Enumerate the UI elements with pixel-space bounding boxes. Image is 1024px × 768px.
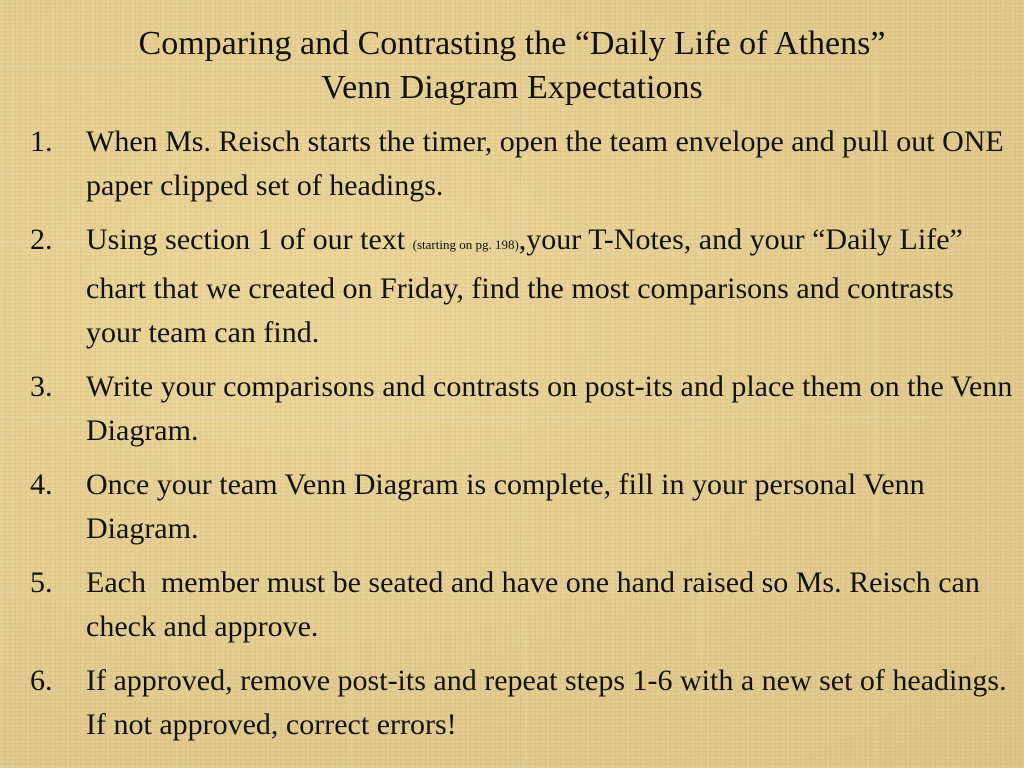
step-text: When Ms. Reisch starts the timer, open the team envelope and pull out ONE paper clipped set of headings. xyxy=(86,125,1004,202)
page-reference: (starting on pg. 198) xyxy=(412,237,519,252)
step-3 xyxy=(30,365,1015,453)
step-4 xyxy=(30,463,1015,551)
step-text: Once your team Venn Diagram is complete, fill in your personal Venn Diagram. xyxy=(86,468,925,545)
step-text: Write your comparisons and contrasts on post-its and place them on the Venn Diagram. xyxy=(86,370,1013,447)
step-text-after: ,your T-Notes, and your “Daily Life” chart that we created on Friday, find the most comparisons and contrasts your team can find. xyxy=(86,223,963,349)
title-line-1: Comparing and Contrasting the “Daily Life of Athens” xyxy=(138,25,886,62)
step-text xyxy=(86,223,963,349)
slide-title xyxy=(0,22,1024,110)
step-number: 3. xyxy=(30,370,53,403)
step-number: 1. xyxy=(30,125,53,158)
step-6 xyxy=(30,659,1015,747)
step-2 xyxy=(30,218,1015,355)
step-number: 2. xyxy=(30,223,53,256)
step-number: 6. xyxy=(30,664,53,697)
step-1 xyxy=(30,120,1015,208)
step-5 xyxy=(30,561,1015,649)
steps-list xyxy=(30,120,1015,757)
step-text: If approved, remove post-its and repeat steps 1-6 with a new set of headings. If not approved, correct errors! xyxy=(86,664,1007,741)
title-line-2: Venn Diagram Expectations xyxy=(321,69,703,106)
step-number: 4. xyxy=(30,468,53,501)
step-number: 5. xyxy=(30,566,53,599)
step-text-before: Using section 1 of our text xyxy=(86,223,413,256)
step-text: Each member must be seated and have one hand raised so Ms. Reisch can check and approve. xyxy=(86,566,988,643)
